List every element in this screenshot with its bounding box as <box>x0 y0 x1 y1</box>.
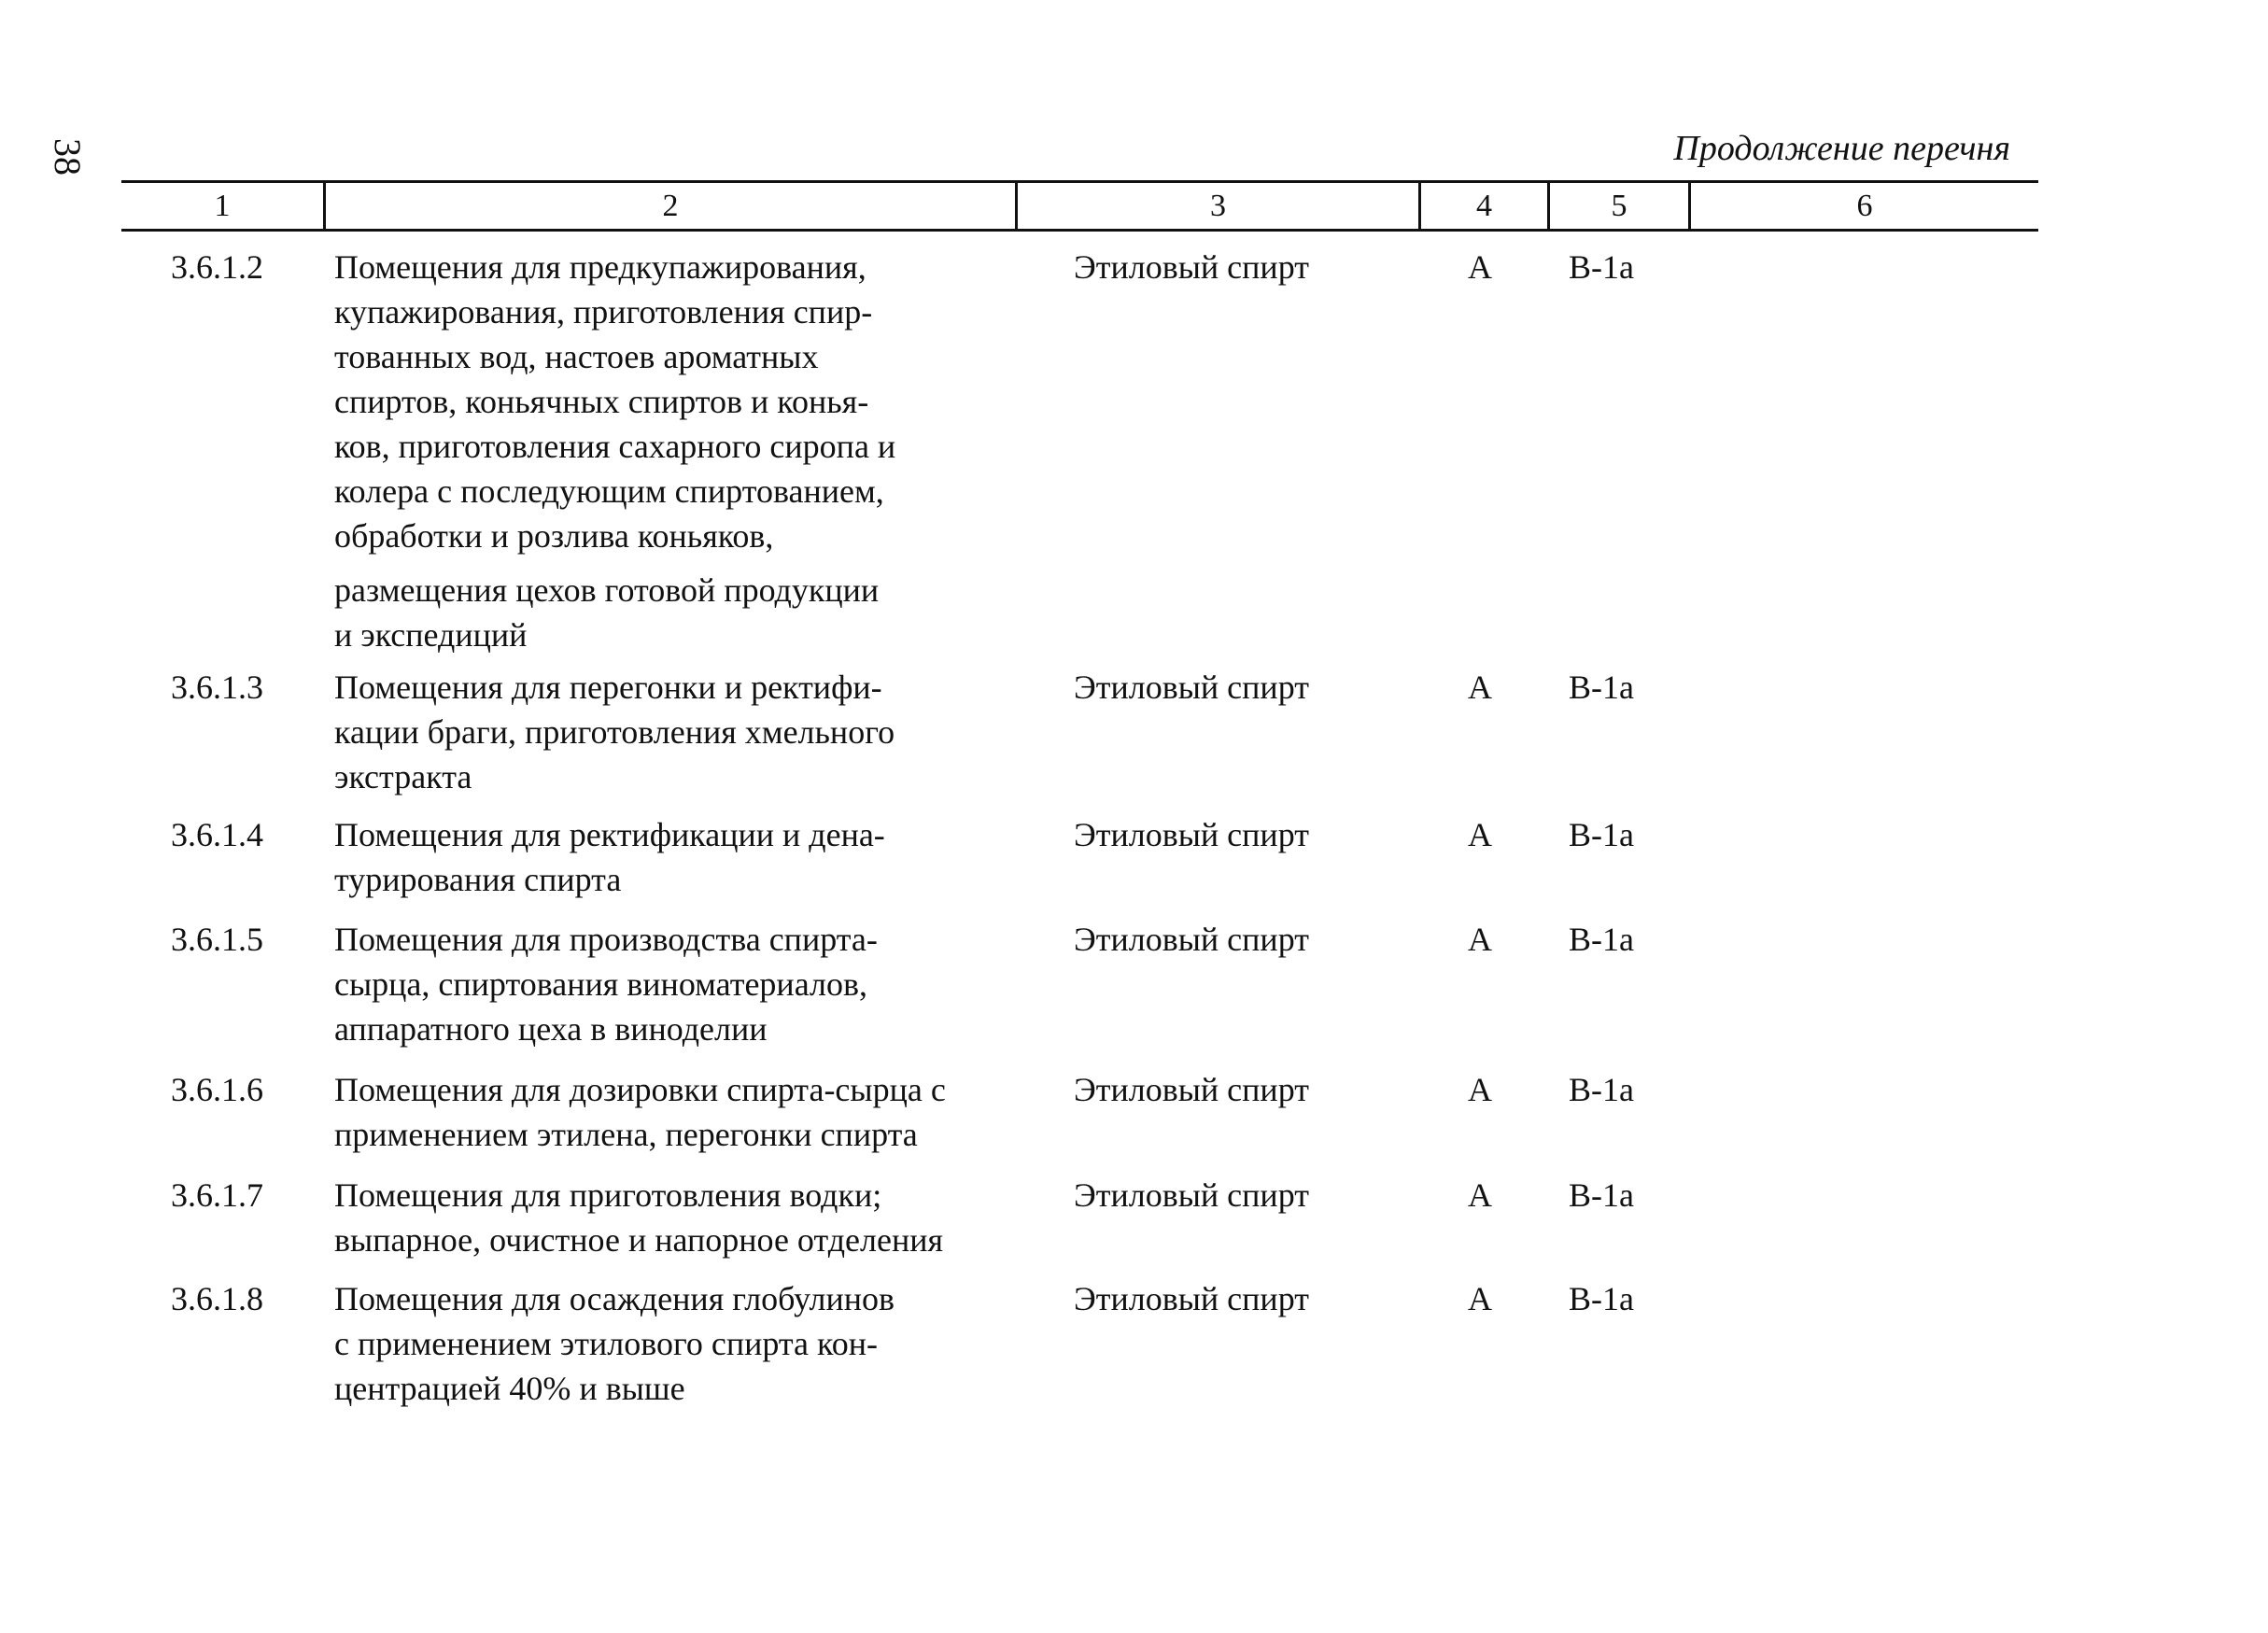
row-description <box>334 1173 943 1262</box>
row-category: А <box>1468 921 1492 958</box>
column-number-4: 4 <box>1476 189 1492 223</box>
column-number-1: 1 <box>214 189 231 223</box>
row-code: 3.6.1.6 <box>171 1071 263 1108</box>
table-header-top-rule <box>121 180 2038 183</box>
row-code: 3.6.1.7 <box>171 1176 263 1214</box>
row-category: А <box>1468 248 1492 286</box>
column-number-2: 2 <box>662 189 679 223</box>
description-line: с применением этилового спирта кон- <box>334 1325 878 1362</box>
description-line: колера с последующим спиртованием, <box>334 472 884 510</box>
description-line: обработки и розлива коньяков, <box>334 517 774 555</box>
row-zone-class: В-1а <box>1569 921 1634 958</box>
row-zone-class: В-1а <box>1569 1071 1634 1108</box>
row-code: 3.6.1.4 <box>171 816 263 853</box>
row-zone-class: В-1а <box>1569 816 1634 853</box>
column-number-3: 3 <box>1210 189 1226 223</box>
row-substance: Этиловый спирт <box>1074 669 1309 706</box>
description-line: турирования спирта <box>334 861 622 898</box>
description-line: центрацией 40% и выше <box>334 1370 685 1407</box>
row-description <box>334 917 878 1051</box>
description-line: спиртов, коньячных спиртов и конья- <box>334 383 869 420</box>
row-zone-class: В-1а <box>1569 1176 1634 1214</box>
column-number-6: 6 <box>1856 189 1873 223</box>
description-line: купажирования, приготовления спир- <box>334 293 873 331</box>
description-line: Помещения для осаждения глобулинов <box>334 1280 895 1317</box>
description-line: экстракта <box>334 758 472 795</box>
description-line: кации браги, приготовления хмельного <box>334 713 895 751</box>
table-header-bottom-rule <box>121 229 2038 232</box>
description-line: Помещения для перегонки и ректифи- <box>334 669 882 706</box>
continuation-caption: Продолжение перечня <box>1673 129 2010 168</box>
description-line: Помещения для предкупажирования, <box>334 248 866 286</box>
row-zone-class: В-1а <box>1569 669 1634 706</box>
row-code: 3.6.1.3 <box>171 669 263 706</box>
row-substance: Этиловый спирт <box>1074 1071 1309 1108</box>
row-substance: Этиловый спирт <box>1074 1176 1309 1214</box>
row-category: А <box>1468 669 1492 706</box>
row-category: А <box>1468 1280 1492 1317</box>
row-substance: Этиловый спирт <box>1074 921 1309 958</box>
row-category: А <box>1468 816 1492 853</box>
row-substance: Этиловый спирт <box>1074 248 1309 286</box>
description-line: сырца, спиртования виноматериалов, <box>334 965 867 1003</box>
description-line: выпарное, очистное и напорное отделения <box>334 1221 944 1259</box>
row-category: А <box>1468 1176 1492 1214</box>
row-description <box>334 1276 895 1411</box>
description-line: Помещения для приготовления водки; <box>334 1176 882 1214</box>
row-description <box>334 1067 946 1157</box>
row-code: 3.6.1.8 <box>171 1280 263 1317</box>
description-line: размещения цехов готовой продукции <box>334 571 880 609</box>
description-line: и экспедиций <box>334 616 528 654</box>
row-description <box>334 245 895 657</box>
row-code: 3.6.1.2 <box>171 248 263 286</box>
description-line: тованных вод, настоев ароматных <box>334 338 819 375</box>
description-line: Помещения для дозировки спирта-сырца с <box>334 1071 946 1108</box>
description-line: ков, приготовления сахарного сиропа и <box>334 428 896 465</box>
page-number: 38 <box>47 138 89 176</box>
row-zone-class: В-1а <box>1569 1280 1634 1317</box>
description-line: Помещения для ректификации и дена- <box>334 816 885 853</box>
row-category: А <box>1468 1071 1492 1108</box>
description-line: применением этилена, перегонки спирта <box>334 1116 918 1153</box>
row-substance: Этиловый спирт <box>1074 1280 1309 1317</box>
row-zone-class: В-1а <box>1569 248 1634 286</box>
column-number-5: 5 <box>1611 189 1627 223</box>
row-description <box>334 665 895 799</box>
description-line: Помещения для производства спирта- <box>334 921 878 958</box>
row-description <box>334 812 885 902</box>
description-line: аппаратного цеха в виноделии <box>334 1010 768 1048</box>
row-substance: Этиловый спирт <box>1074 816 1309 853</box>
row-code: 3.6.1.5 <box>171 921 263 958</box>
